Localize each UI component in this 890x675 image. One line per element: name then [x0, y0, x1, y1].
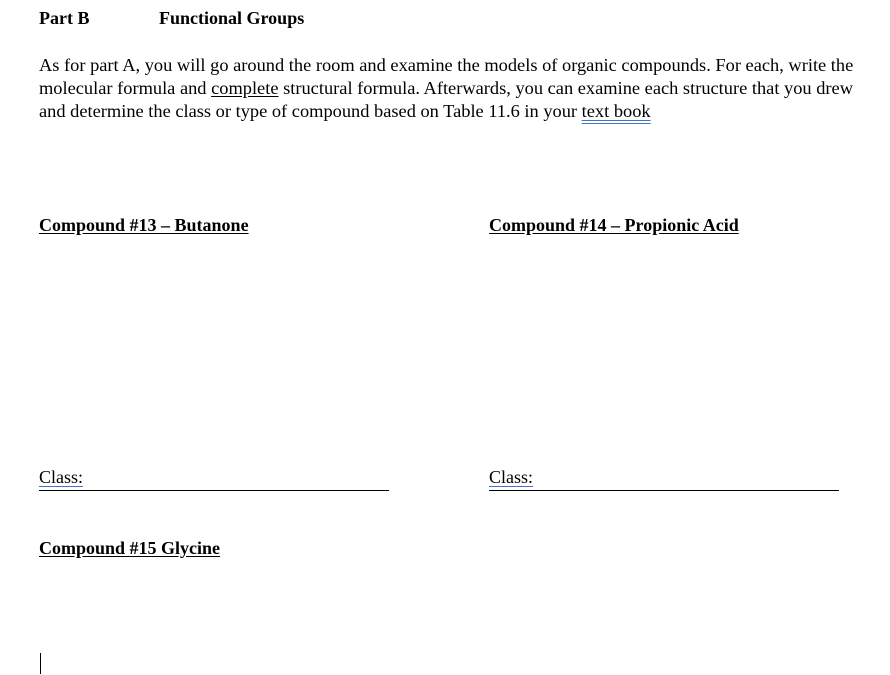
compound-13-heading: Compound #13 – Butanone — [39, 215, 249, 235]
section-title: Functional Groups — [159, 8, 305, 28]
intro-text-middle: structural formula. Afterwards, you can examine each structure that you drew and determine the class or type of compound based on Table 11.6 in your — [39, 78, 853, 121]
compound-14-heading: Compound #14 – Propionic Acid — [489, 215, 739, 235]
class-label: Class: — [489, 467, 534, 487]
intro-underlined-word: complete — [211, 78, 279, 98]
class-label: Class: — [39, 467, 84, 487]
instructions-paragraph — [39, 54, 859, 123]
compound-13-class-field[interactable] — [39, 467, 389, 491]
compound-15-heading: Compound #15 Glycine — [39, 538, 221, 558]
intro-proofing-flagged-word: text book — [581, 101, 651, 121]
class-answer-line — [39, 490, 389, 491]
part-label: Part B — [39, 8, 90, 28]
compound-14-class-field[interactable] — [489, 467, 839, 491]
class-answer-line — [489, 490, 839, 491]
text-cursor — [40, 653, 41, 674]
intro-text-start: As for part A, you will go around the room and examine the models of organic compounds. For each, write the molecular formula and — [39, 55, 854, 98]
